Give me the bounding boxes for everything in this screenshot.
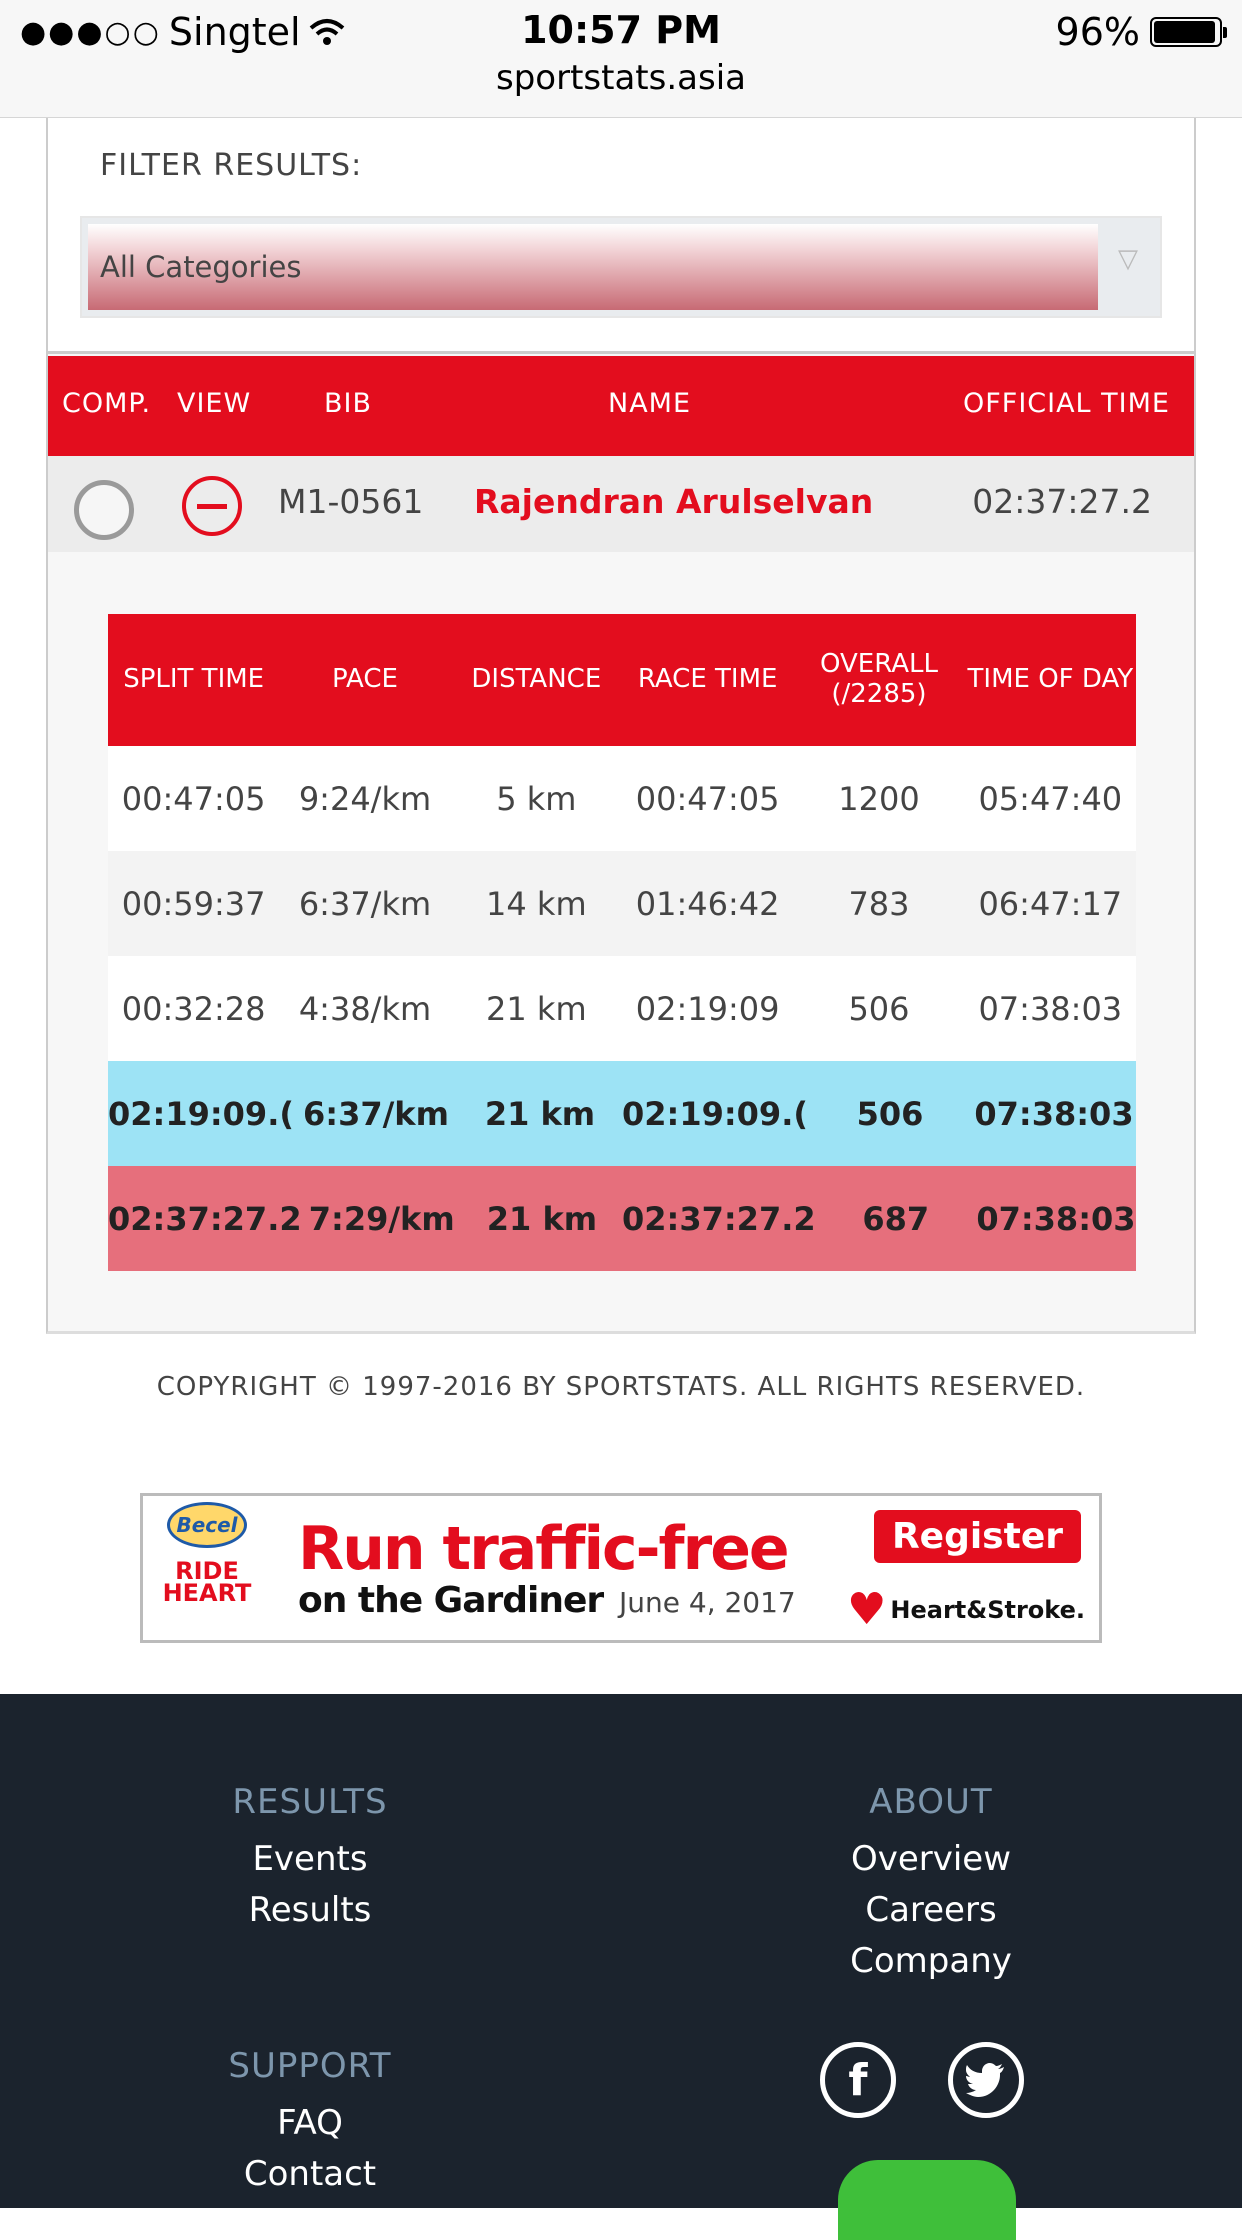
collapse-minus-icon[interactable]: [182, 476, 242, 536]
footer-link-overview[interactable]: Overview: [850, 1839, 1012, 1879]
compare-radio[interactable]: [74, 480, 134, 540]
footer-heading-results: RESULTS: [232, 1782, 388, 1822]
split-cell: 6:37/km: [298, 884, 432, 923]
footer-support-column: [110, 2046, 510, 2200]
split-cell: 07:38:03: [978, 989, 1123, 1028]
split-cell: 02:19:09: [635, 989, 780, 1028]
status-right: [1056, 10, 1222, 54]
filter-section: [48, 118, 1194, 354]
ride-heart-logo: [161, 1502, 253, 1637]
battery-percent: 96%: [1055, 10, 1140, 54]
split-cell: 9:24/km: [298, 779, 432, 818]
footer: [0, 1694, 1242, 2208]
split-cell: 00:47:05: [121, 779, 266, 818]
header-split-time: SPLIT TIME: [123, 664, 265, 695]
athlete-name-link[interactable]: Rajendran Arulselvan: [474, 482, 874, 521]
bib-number: M1-0561: [278, 482, 424, 521]
category-select-value[interactable]: All Categories: [88, 224, 1098, 310]
signal-icon: ●●●○○: [20, 14, 161, 50]
split-cell: 00:47:05: [635, 779, 780, 818]
split-row: [108, 851, 1136, 956]
split-cell: 5 km: [496, 779, 577, 818]
split-cell: 07:38:03: [976, 1199, 1136, 1238]
split-cell: 783: [848, 884, 910, 923]
status-time: 10:57 PM: [521, 8, 721, 52]
split-cell: 01:46:42: [635, 884, 780, 923]
split-cell: 687: [862, 1199, 930, 1238]
register-button[interactable]: Register: [874, 1510, 1081, 1563]
split-cell: 1200: [838, 779, 920, 818]
ad-headline: Run traffic-free: [298, 1514, 788, 1584]
split-cell: 00:32:28: [121, 989, 266, 1028]
split-cell: 14 km: [486, 884, 587, 923]
footer-link-results[interactable]: Results: [248, 1890, 372, 1930]
results-panel: [46, 118, 1196, 1334]
header-name: NAME: [608, 388, 692, 419]
header-view: VIEW: [177, 388, 252, 419]
split-cell: 07:38:03: [974, 1094, 1134, 1133]
split-cell: 02:37:27.2: [622, 1199, 816, 1238]
header-bib: BIB: [324, 388, 373, 419]
split-cell: 7:29/km: [308, 1199, 455, 1238]
footer-link-faq[interactable]: FAQ: [277, 2103, 343, 2143]
split-row-highlight-red: [108, 1166, 1136, 1271]
carrier-label: Singtel: [168, 10, 301, 54]
facebook-icon[interactable]: f: [820, 2042, 896, 2118]
copyright-text: COPYRIGHT © 1997-2016 BY SPORTSTATS. ALL RIGHTS RESERVED.: [156, 1372, 1086, 1402]
footer-heading-about: ABOUT: [869, 1782, 993, 1822]
ad-banner[interactable]: [140, 1493, 1102, 1643]
split-cell: 06:47:17: [978, 884, 1123, 923]
split-row: [108, 956, 1136, 1061]
category-select[interactable]: [80, 216, 1162, 318]
split-cell: 21 km: [486, 1199, 598, 1238]
sponsor-name: Heart&Stroke.: [890, 1596, 1085, 1624]
footer-about-column: [731, 1782, 1131, 1987]
header-race-time: RACE TIME: [637, 664, 778, 695]
header-overall: OVERALL (/2285): [819, 649, 938, 709]
footer-link-company[interactable]: Company: [850, 1941, 1012, 1981]
header-distance: DISTANCE: [471, 664, 602, 695]
becel-logo: Becel: [167, 1502, 247, 1548]
ad-subline: on the Gardiner: [298, 1580, 604, 1621]
twitter-bird-glyph: [966, 2063, 1006, 2097]
split-cell: 02:19:09.(: [108, 1094, 294, 1133]
split-cell: 21 km: [486, 989, 587, 1028]
split-cell: 21 km: [484, 1094, 596, 1133]
split-cell: 02:37:27.2: [108, 1199, 302, 1238]
split-cell: 506: [848, 989, 910, 1028]
footer-results-column: [110, 1782, 510, 1936]
split-row-highlight-blue: [108, 1061, 1136, 1166]
chevron-down-icon[interactable]: ▽: [1118, 244, 1138, 274]
result-row[interactable]: [48, 456, 1194, 552]
splits-table: [108, 614, 1136, 1271]
status-bar: [0, 0, 1242, 118]
twitter-icon[interactable]: [948, 2042, 1024, 2118]
heart-icon: ♥: [846, 1584, 887, 1635]
battery-fill: [1154, 21, 1215, 43]
split-cell: 6:37/km: [303, 1094, 449, 1133]
results-header: [48, 356, 1194, 456]
sportstats-logo: [838, 2160, 1016, 2240]
footer-link-careers[interactable]: Careers: [865, 1890, 997, 1930]
header-official-time: OFFICIAL TIME: [963, 388, 1170, 419]
split-cell: 00:59:37: [121, 884, 266, 923]
battery-icon: [1150, 17, 1222, 47]
ride-heart-text: RIDE HEART: [162, 1557, 252, 1607]
header-pace: PACE: [332, 664, 398, 695]
split-cell: 05:47:40: [978, 779, 1123, 818]
filter-label: FILTER RESULTS:: [100, 148, 363, 183]
footer-link-events[interactable]: Events: [252, 1839, 368, 1879]
header-comp: COMP.: [62, 388, 152, 419]
split-cell: 02:19:09.(: [622, 1094, 808, 1133]
split-row: [108, 746, 1136, 851]
heart-stroke-logo: [846, 1584, 1085, 1635]
split-cell: 506: [856, 1094, 924, 1133]
address-bar-url[interactable]: sportstats.asia: [496, 58, 746, 98]
official-time: 02:37:27.2: [972, 482, 1152, 521]
split-cell: 4:38/km: [298, 989, 432, 1028]
social-links: [820, 2042, 1024, 2118]
splits-header: [108, 614, 1136, 746]
footer-heading-support: SUPPORT: [228, 2046, 392, 2086]
header-time-of-day: TIME OF DAY: [967, 664, 1134, 695]
footer-link-contact[interactable]: Contact: [243, 2154, 377, 2194]
ad-date: June 4, 2017: [619, 1586, 796, 1619]
